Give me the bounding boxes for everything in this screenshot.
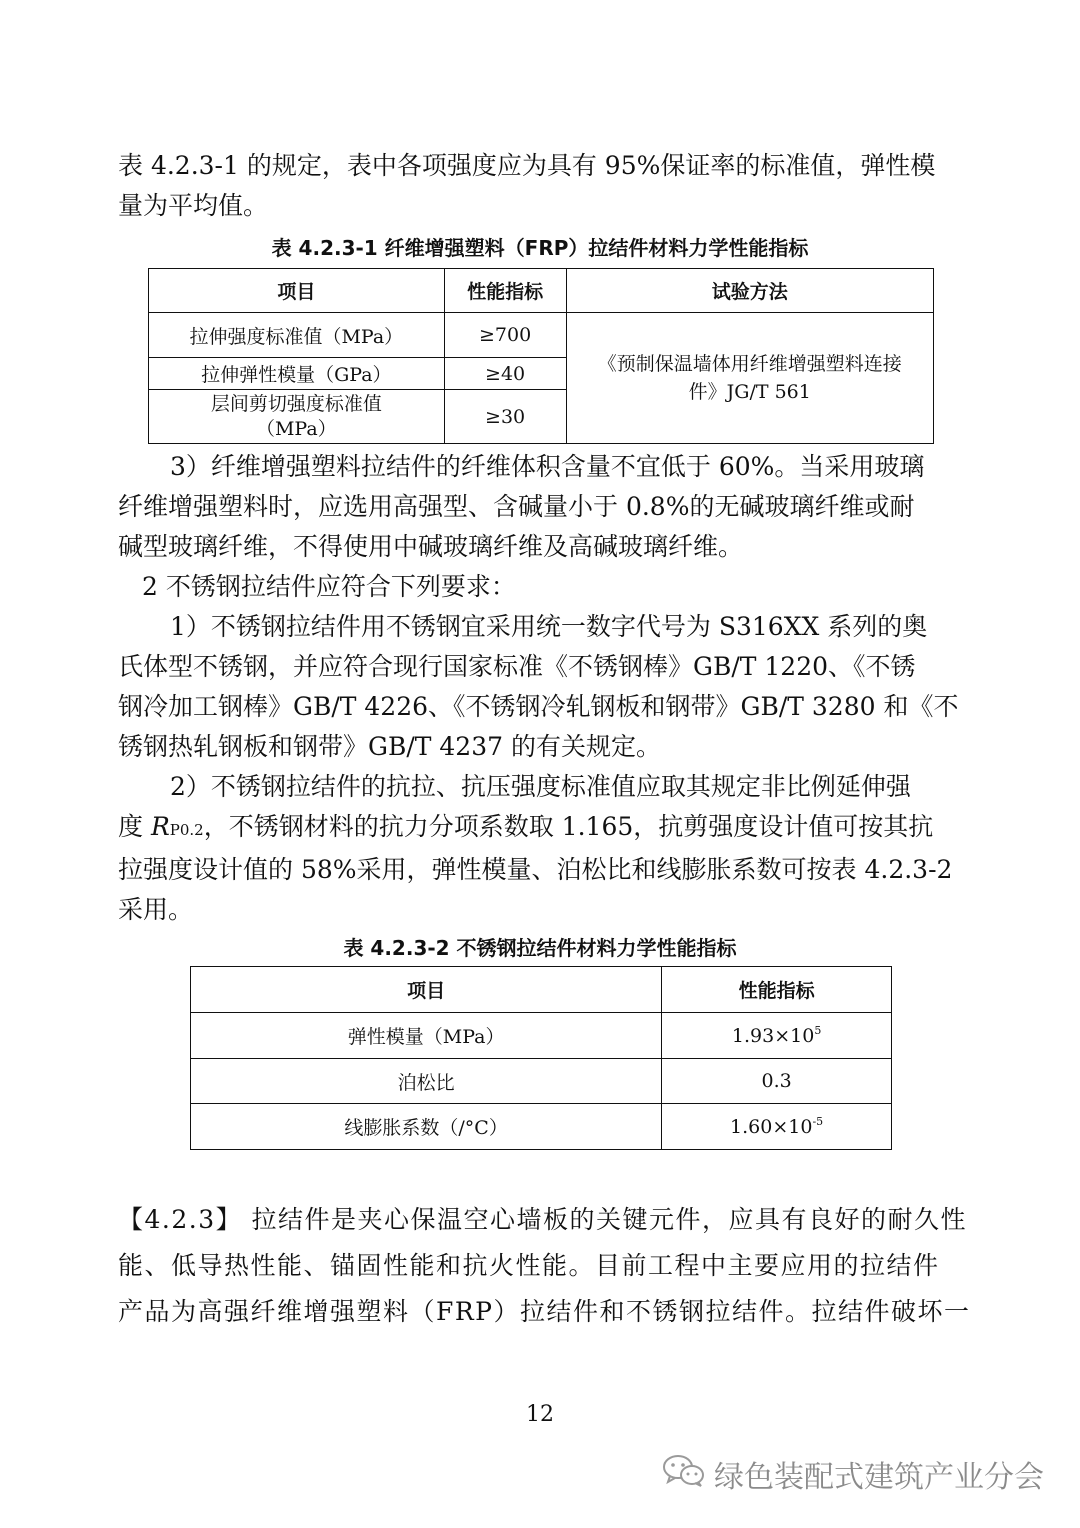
para3-line-3: 碱型玻璃纤维，不得使用中碱玻璃纤维及高碱玻璃纤维。 [118, 532, 744, 561]
fiber-content-paragraph [118, 447, 968, 567]
table2-cell-value [662, 1104, 892, 1150]
table2-cell-item: 线膨胀系数（/°C） [191, 1104, 662, 1150]
para5-line-4: 采用。 [118, 895, 194, 924]
page-number: 12 [526, 1402, 554, 1427]
intro-paragraph [118, 146, 968, 226]
symbol-r: R [150, 812, 170, 841]
table2-header-row [191, 967, 892, 1013]
intro-line-2: 量为平均值。 [118, 191, 269, 220]
para5-line-3: 拉强度设计值的 58%采用，弹性模量、泊松比和线膨胀系数可按表 4.2.3-2 [118, 855, 953, 884]
item2-line: 2 不锈钢拉结件应符合下列要求： [142, 572, 516, 601]
para4-line-4: 锈钢热轧钢板和钢带》GB/T 4237 的有关规定。 [118, 732, 661, 761]
stainless-steel-strength-paragraph [118, 767, 968, 930]
value-exponent: -5 [812, 1115, 824, 1128]
para4-line-3: 钢冷加工钢棒》GB/T 4226、《不锈钢冷轧钢板和钢带》GB/T 3280 和《不 [118, 692, 959, 721]
table1-cell-value: ≥700 [444, 313, 566, 358]
table-row [191, 1059, 892, 1104]
table2-caption: 表 4.2.3-2 不锈钢拉结件材料力学性能指标 [343, 936, 737, 960]
table2 [190, 966, 892, 1150]
table1-cell-item: 拉伸弹性模量（GPa） [149, 358, 445, 390]
para5-line-2 [118, 807, 968, 850]
table2-header-item: 项目 [191, 967, 662, 1013]
table1-method-line-1: 《预制保温墙体用纤维增强塑料连接 [597, 353, 902, 375]
value-base: 1.93×10 [731, 1025, 815, 1047]
commentary-line-1: 【4.2.3】 拉结件是夹心保温空心墙板的关键元件，应具有良好的耐久性 [118, 1205, 968, 1234]
para3-line-1: 3）纤维增强塑料拉结件的纤维体积含量不宜低于 60%。当采用玻璃 [170, 452, 925, 481]
para4-line-1: 1）不锈钢拉结件用不锈钢宜采用统一数字代号为 S316XX 系列的奥 [170, 612, 928, 641]
table1-caption: 表 4.2.3-1 纤维增强塑料（FRP）拉结件材料力学性能指标 [271, 236, 809, 260]
value-base: 1.60×10 [730, 1116, 813, 1138]
symbol-subscript: P0.2 [169, 821, 204, 839]
commentary-line-3: 产品为高强纤维增强塑料（FRP）拉结件和不锈钢拉结件。拉结件破坏一 [118, 1297, 971, 1326]
table1-header-method: 试验方法 [566, 269, 933, 313]
table-row [149, 313, 934, 358]
commentary-line-2: 能、低导热性能、锚固性能和抗火性能。目前工程中主要应用的拉结件 [118, 1251, 940, 1280]
wechat-icon [662, 1453, 706, 1495]
para3-line-2: 纤维增强塑料时，应选用高强型、含碱量小于 0.8%的无碱玻璃纤维或耐 [118, 492, 915, 521]
table2-header-value: 性能指标 [662, 967, 892, 1013]
table2-cell-item: 弹性模量（MPa） [191, 1013, 662, 1059]
watermark-text: 绿色装配式建筑产业分会 [714, 1460, 1044, 1495]
table1-header-row [149, 269, 934, 313]
table1 [148, 268, 934, 444]
table2-cell-value [662, 1059, 892, 1104]
table1-method-line-2: 件》JG/T 561 [688, 381, 811, 403]
intro-line-1: 表 4.2.3-1 的规定，表中各项强度应为具有 95%保证率的标准值，弹性模 [118, 151, 936, 180]
commentary-paragraph [118, 1197, 971, 1335]
table2-cell-item: 泊松比 [191, 1059, 662, 1104]
table1-item-line-1: 层间剪切强度标准值 [210, 392, 382, 415]
table1-cell-method [566, 313, 933, 444]
table1-header-item: 项目 [149, 269, 445, 313]
table1-item-line-2: （MPa） [255, 417, 337, 440]
table1-cell-item: 拉伸强度标准值（MPa） [149, 313, 445, 358]
stainless-steel-grade-paragraph [118, 607, 968, 767]
table1-header-value: 性能指标 [444, 269, 566, 313]
value-base: 0.3 [761, 1070, 792, 1092]
para5-line-2-post: ，不锈钢材料的抗力分项系数取 1.165，抗剪强度设计值可按其抗 [203, 812, 934, 841]
table1-cell-value: ≥40 [444, 358, 566, 390]
value-exponent: 5 [814, 1024, 822, 1037]
table1-cell-item [149, 390, 445, 444]
para5-line-2-pre: 度 [118, 812, 151, 841]
table-row [191, 1104, 892, 1150]
item2-paragraph [118, 567, 968, 607]
watermark [662, 1452, 1044, 1496]
para4-line-2: 氏体型不锈钢，并应符合现行国家标准《不锈钢棒》GB/T 1220、《不锈 [118, 652, 916, 681]
table2-cell-value [662, 1013, 892, 1059]
table1-cell-value: ≥30 [444, 390, 566, 444]
table-row [191, 1013, 892, 1059]
para5-line-1: 2）不锈钢拉结件的抗拉、抗压强度标准值应取其规定非比例延伸强 [170, 772, 911, 801]
